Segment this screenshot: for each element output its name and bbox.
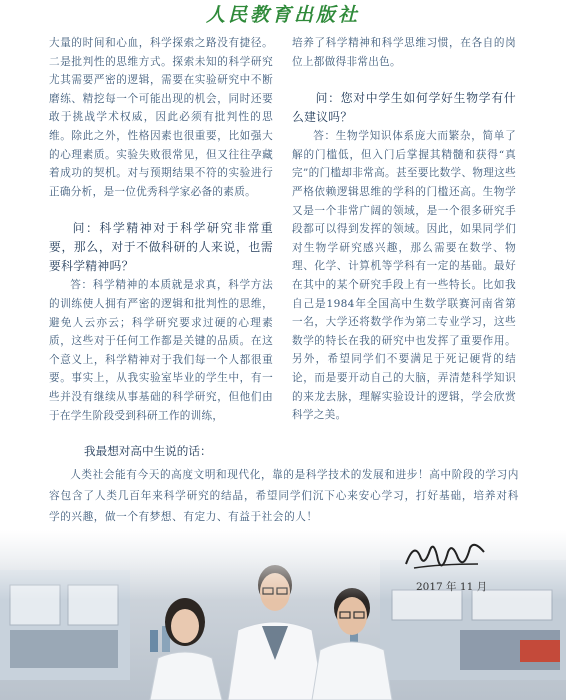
left-column: [49, 34, 273, 425]
publisher-logo: 人民教育出版社: [205, 4, 360, 26]
answer: 答：科学精神的本质就是求真，科学方法的训练使人拥有严密的逻辑和批判性的思维，避免人云亦云；科学研究要求过硬的心理素质，这些对于任何工作都是关键的品质。在这个意义上，科学精神对于我们每一个人都很重要。事实上，从我实验室毕业的学生中，有一些并没有继续从事基础的科学研究，但他们由于在学生阶段受到科研工作的训练，: [49, 279, 273, 422]
signature: [400, 534, 490, 582]
closing-message: 人类社会能有今天的高度文明和现代化，靠的是科学技术的发展和进步！高中阶段的学习内容包含了人类几百年来科学研究的结晶，希望同学们沉下心来安心学习，打好基础，培养对科学的兴趣，做一个有梦想、有定力、有益于社会的人！: [49, 469, 519, 523]
paragraph: 培养了科学精神和科学思维习惯，在各自的岗位上都做得非常出色。: [292, 37, 516, 68]
closing-title: 我最想对高中生说的话：: [84, 444, 212, 458]
paragraph: 大量的时间和心血，科学探索之路没有捷径。二是批判性的思维方式。探索未知的科学研究尤其需要严密的逻辑，需要在实验研究中不断磨练、精挖每一个可能出现的机会，同时还要敢于挑战学术权威，因此必须有批判性的思维。除此之外，性格因素也很重要，比如强大的心理素质。实验失败很常见，但又往往孕藏着成功的契机。对与预期结果不符的实验进行正确分析，是一位优秀科学家必备的素质。: [49, 37, 273, 198]
right-column: [292, 34, 516, 425]
question: 问：科学精神对于科学研究非常重要，那么，对于不做科研的人来说，也需要科学精神吗？: [49, 221, 273, 274]
date: 2017 年 11 月: [416, 581, 488, 593]
question: 问：您对中学生如何学好生物学有什么建议吗？: [292, 91, 516, 125]
answer: 答：生物学知识体系庞大而繁杂，简单了解的门槛低，但入门后掌握其精髓和获得“真完”的门槛却非常高。甚至要比数学、物理这些严格依赖逻辑思维的学科的门槛还高。生物学又是一个非常广阔的领域，是一个很多研究手段都可以得到发挥的领域。因此，如果同学们对生物学研究感兴趣，那么需要在数学、物理、化学、计算机等学科有一定的基础。最好在其中的某个研究手段上有一些特长。比如我自己是1984年全国高中生数学联赛河南省第一名，大学还将数学作为第二专业学习，这些数学的特长在我的研究中也发挥了重要作用。另外，希望同学们不要满足于死记硬背的结论，而是要开动自己的大脑，弄清楚科学知识的来龙去脉，理解实验设计的逻辑，学会欣赏科学之美。: [292, 130, 516, 422]
